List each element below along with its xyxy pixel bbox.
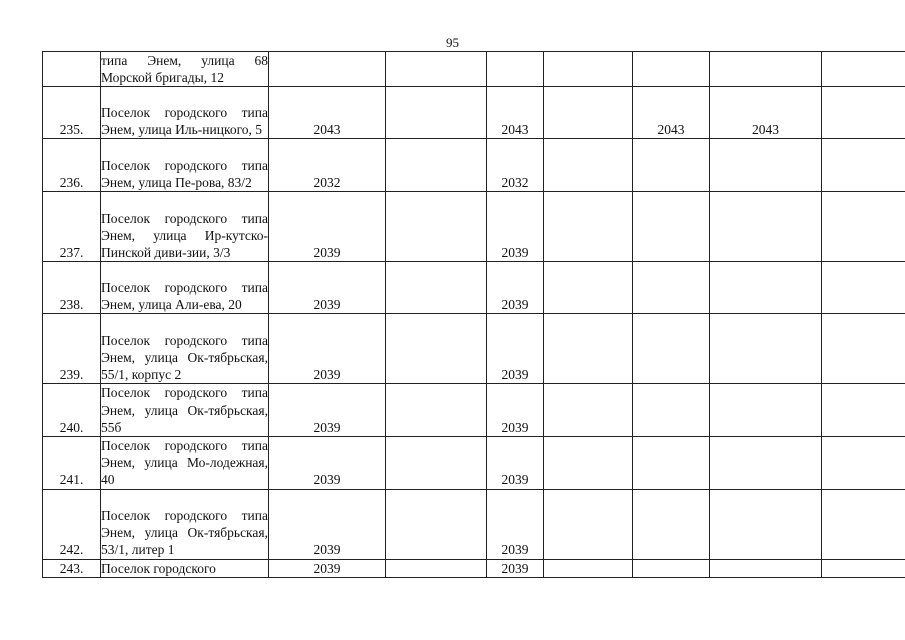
value-cell-1: 2039 xyxy=(269,262,386,314)
value-cell-2 xyxy=(386,192,487,262)
value-cell-4 xyxy=(544,87,633,139)
value-cell-7 xyxy=(822,314,905,384)
address-cell: Поселок городского типа Энем, улица Али-ева, 20 xyxy=(101,262,269,314)
table-row xyxy=(43,139,905,192)
value-cell-4 xyxy=(544,489,633,559)
value-cell-1: 2039 xyxy=(269,559,386,577)
value-cell-2 xyxy=(386,87,487,139)
value-cell-1: 2039 xyxy=(269,437,386,490)
value-cell-1: 2039 xyxy=(269,489,386,559)
value-cell-6 xyxy=(710,52,822,87)
page-number: 95 xyxy=(446,35,459,50)
address-cell: Поселок городского типа Энем, улица Ир-кутско-Пинской диви-зии, 3/3 xyxy=(101,192,269,262)
value-cell-5 xyxy=(633,559,710,577)
table-row xyxy=(43,384,905,437)
value-cell-1 xyxy=(269,52,386,87)
value-cell-4 xyxy=(544,384,633,437)
value-cell-4 xyxy=(544,559,633,577)
value-cell-6 xyxy=(710,384,822,437)
value-cell-2 xyxy=(386,139,487,192)
value-cell-3: 2039 xyxy=(487,192,544,262)
value-cell-3: 2043 xyxy=(487,87,544,139)
value-cell-5 xyxy=(633,384,710,437)
value-cell-2 xyxy=(386,314,487,384)
value-cell-7 xyxy=(822,52,905,87)
row-number: 236. xyxy=(43,139,101,192)
address-cell: Поселок городского типа Энем, улица Ок-тябрьская, 55б xyxy=(101,385,268,435)
row-number: 238. xyxy=(43,262,101,314)
row-number: 240. xyxy=(43,384,101,437)
value-cell-5: 2043 xyxy=(633,87,710,139)
value-cell-2 xyxy=(386,437,487,490)
value-cell-1: 2043 xyxy=(269,87,386,139)
row-number: 242. xyxy=(43,489,101,559)
value-cell-7 xyxy=(822,139,905,192)
address-cell: Поселок городского типа Энем, улица Ок-тябрьская, 55/1, корпус 2 xyxy=(101,314,269,384)
row-number: 237. xyxy=(43,192,101,262)
value-cell-2 xyxy=(386,52,487,87)
value-cell-4 xyxy=(544,314,633,384)
value-cell-3 xyxy=(487,52,544,87)
housing-table xyxy=(42,51,905,578)
value-cell-4 xyxy=(544,52,633,87)
value-cell-3: 2039 xyxy=(487,437,544,490)
value-cell-6: 2043 xyxy=(710,87,822,139)
address-cell: Поселок городского типа Энем, улица Иль-ницкого, 5 xyxy=(101,87,269,139)
address-cell: Поселок городского типа Энем, улица Ок-тябрьская, 53/1, литер 1 xyxy=(101,489,269,559)
table-row xyxy=(43,262,905,314)
value-cell-3: 2039 xyxy=(487,262,544,314)
value-cell-5 xyxy=(633,262,710,314)
address-cell: Поселок городского типа Энем, улица Мо-лодежная, 40 xyxy=(101,438,268,488)
table-row xyxy=(43,87,905,139)
value-cell-6 xyxy=(710,437,822,490)
value-cell-5 xyxy=(633,139,710,192)
value-cell-1: 2039 xyxy=(269,314,386,384)
value-cell-3: 2039 xyxy=(487,489,544,559)
value-cell-3: 2039 xyxy=(487,314,544,384)
value-cell-7 xyxy=(822,192,905,262)
value-cell-6 xyxy=(710,489,822,559)
table-row xyxy=(43,52,905,87)
row-number xyxy=(43,52,101,87)
value-cell-7 xyxy=(822,262,905,314)
table-row xyxy=(43,314,905,384)
value-cell-4 xyxy=(544,262,633,314)
value-cell-1: 2039 xyxy=(269,192,386,262)
row-number: 239. xyxy=(43,314,101,384)
value-cell-2 xyxy=(386,384,487,437)
value-cell-5 xyxy=(633,437,710,490)
value-cell-5 xyxy=(633,489,710,559)
address-cell: Поселок городского типа Энем, улица Пе-рова, 83/2 xyxy=(101,139,269,192)
table-row xyxy=(43,559,905,577)
value-cell-7 xyxy=(822,489,905,559)
table-row xyxy=(43,489,905,559)
value-cell-7 xyxy=(822,87,905,139)
value-cell-5 xyxy=(633,314,710,384)
value-cell-2 xyxy=(386,262,487,314)
value-cell-7 xyxy=(822,384,905,437)
value-cell-4 xyxy=(544,139,633,192)
value-cell-3: 2032 xyxy=(487,139,544,192)
value-cell-6 xyxy=(710,262,822,314)
row-number: 241. xyxy=(43,437,101,490)
row-number: 235. xyxy=(43,87,101,139)
address-cell: типа Энем, улица 68 Морской бригады, 12 xyxy=(101,53,268,86)
value-cell-3: 2039 xyxy=(487,384,544,437)
value-cell-6 xyxy=(710,139,822,192)
value-cell-2 xyxy=(386,489,487,559)
address-cell: Поселок городского xyxy=(101,559,269,577)
value-cell-6 xyxy=(710,559,822,577)
value-cell-6 xyxy=(710,192,822,262)
table-row xyxy=(43,437,905,490)
row-number: 243. xyxy=(43,559,101,577)
value-cell-1: 2032 xyxy=(269,139,386,192)
table-row xyxy=(43,192,905,262)
value-cell-6 xyxy=(710,314,822,384)
value-cell-2 xyxy=(386,559,487,577)
value-cell-4 xyxy=(544,192,633,262)
value-cell-1: 2039 xyxy=(269,384,386,437)
value-cell-7 xyxy=(822,559,905,577)
value-cell-4 xyxy=(544,437,633,490)
value-cell-5 xyxy=(633,192,710,262)
value-cell-7 xyxy=(822,437,905,490)
value-cell-5 xyxy=(633,52,710,87)
value-cell-3: 2039 xyxy=(487,559,544,577)
